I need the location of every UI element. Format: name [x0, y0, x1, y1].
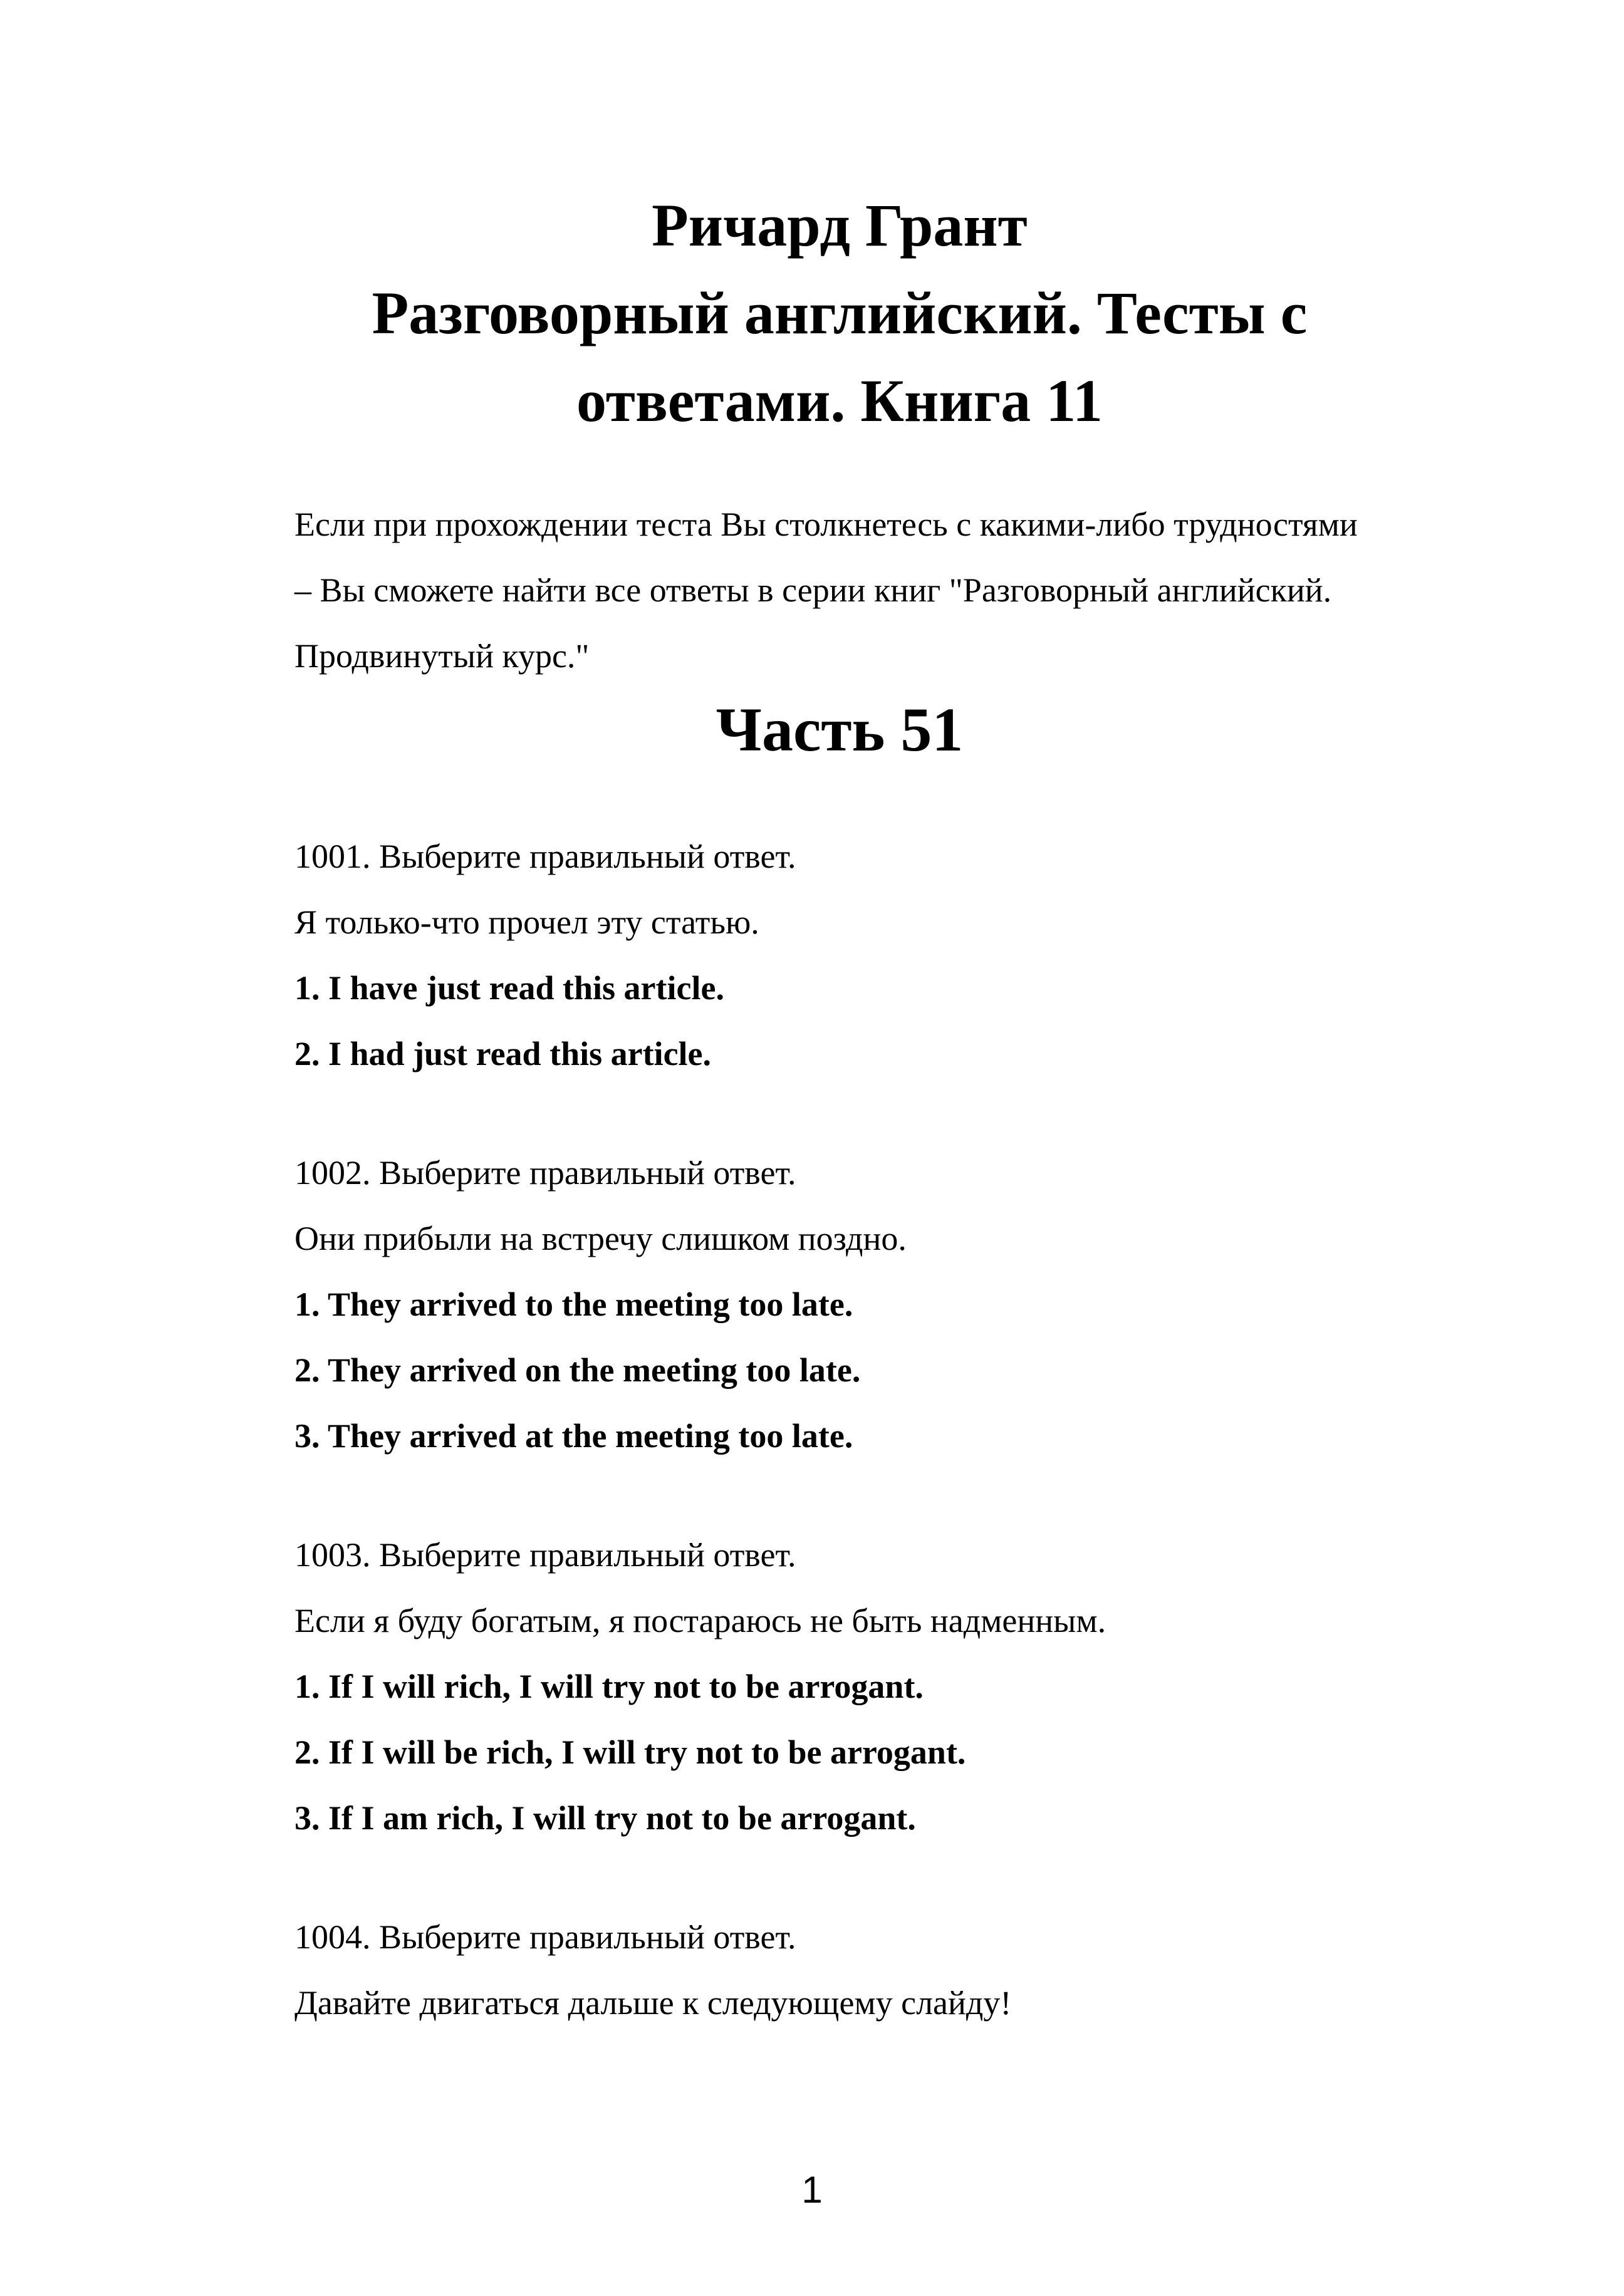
book-title-line: ответами. Книга 11: [576, 367, 1103, 434]
question-number-line: 1002. Выберите правильный ответ.: [294, 1154, 796, 1192]
page-number: 1: [801, 2169, 823, 2211]
page-content: [294, 182, 1385, 2223]
question-option: 2. If I will be rich, I will try not to be arrogant.: [294, 1733, 966, 1771]
question-block-1004: [294, 1904, 1385, 2036]
question-prompt: Давайте двигаться дальше к следующему слайду!: [294, 1984, 1012, 2022]
question-option: 1. If I will rich, I will try not to be arrogant.: [294, 1668, 924, 1705]
question-option: 3. If I am rich, I will try not to be arrogant.: [294, 1799, 916, 1837]
question-option: 1. They arrived to the meeting too late.: [294, 1286, 853, 1323]
question-prompt: Если я буду богатым, я постараюсь не быть надменным.: [294, 1602, 1106, 1639]
intro-line: Продвинутый курс.": [294, 637, 590, 675]
question-option: 2. I had just read this article.: [294, 1035, 712, 1073]
book-title: [294, 182, 1385, 445]
question-number-line: 1003. Выберите правильный ответ.: [294, 1536, 796, 1574]
question-prompt: Они прибыли на встречу слишком поздно.: [294, 1220, 907, 1257]
intro-paragraph: [294, 492, 1385, 689]
page-footer: [0, 2157, 1624, 2223]
question-number-line: 1001. Выберите правильный ответ.: [294, 838, 796, 875]
question-number-line: 1004. Выберите правильный ответ.: [294, 1918, 796, 1956]
question-option: 2. They arrived on the meeting too late.: [294, 1351, 861, 1389]
book-title-line: Разговорный английский. Тесты с: [372, 279, 1308, 346]
question-option: 3. They arrived at the meeting too late.: [294, 1417, 853, 1455]
question-prompt: Я только-что прочел эту статью.: [294, 903, 759, 941]
question-block-1001: [294, 824, 1385, 1087]
part-heading: Часть 51: [716, 695, 964, 764]
intro-line: Если при прохождении теста Вы столкнетесь с какими-либо трудностями: [294, 506, 1358, 543]
question-block-1002: [294, 1140, 1385, 1469]
book-title-line: Ричард Грант: [652, 192, 1028, 259]
question-option: 1. I have just read this article.: [294, 969, 724, 1007]
intro-line: – Вы сможете найти все ответы в серии книг "Разговорный английский.: [294, 571, 1332, 609]
question-block-1003: [294, 1522, 1385, 1851]
